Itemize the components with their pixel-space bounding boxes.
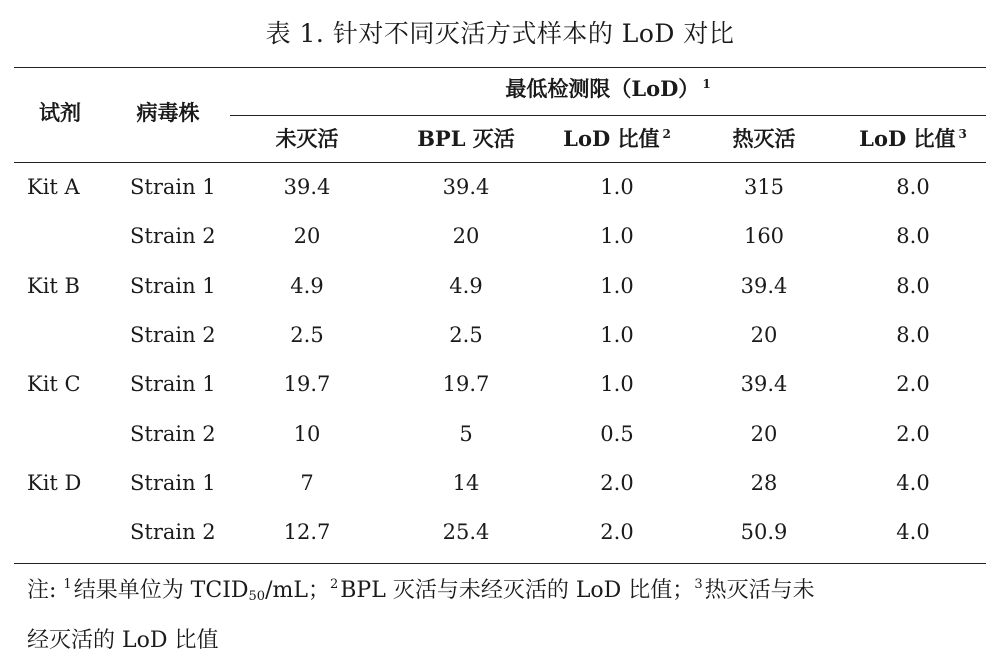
ratio-bpl-cell: 2.0 bbox=[600, 471, 634, 495]
heat-cell: 39.4 bbox=[740, 372, 788, 396]
kit-cell: Kit B bbox=[27, 274, 80, 298]
header-rule bbox=[14, 162, 986, 163]
uninactivated-cell: 12.7 bbox=[283, 520, 331, 544]
ratio-bpl-cell: 2.0 bbox=[600, 520, 634, 544]
strain-cell: Strain 2 bbox=[130, 422, 216, 446]
kit-cell: Kit A bbox=[27, 175, 80, 199]
strain-cell: Strain 1 bbox=[130, 274, 216, 298]
header-bpl: BPL 灭活 bbox=[417, 126, 515, 151]
uninactivated-cell: 2.5 bbox=[290, 323, 324, 347]
uninactivated-cell: 19.7 bbox=[283, 372, 331, 396]
uninactivated-cell: 10 bbox=[293, 422, 321, 446]
bpl-cell: 5 bbox=[459, 422, 473, 446]
ratio-heat-cell: 4.0 bbox=[896, 471, 930, 495]
group-rule bbox=[230, 115, 986, 116]
bottom-rule bbox=[14, 563, 986, 564]
heat-cell: 20 bbox=[750, 422, 778, 446]
top-rule bbox=[14, 67, 986, 68]
ratio-bpl-cell: 1.0 bbox=[600, 175, 634, 199]
uninactivated-cell: 4.9 bbox=[290, 274, 324, 298]
ratio-heat-cell: 2.0 bbox=[896, 372, 930, 396]
ratio-heat-cell: 4.0 bbox=[896, 520, 930, 544]
ratio-heat-cell: 8.0 bbox=[896, 224, 930, 248]
kit-cell: Kit C bbox=[27, 372, 81, 396]
header-ratio-heat: LoD 比值 $^3$ bbox=[859, 126, 967, 151]
kit-cell: Kit D bbox=[27, 471, 82, 495]
bpl-cell: 4.9 bbox=[449, 274, 483, 298]
strain-cell: Strain 1 bbox=[130, 471, 216, 495]
uninactivated-cell: 7 bbox=[300, 471, 314, 495]
header-heat: 热灭活 bbox=[732, 126, 796, 151]
heat-cell: 160 bbox=[743, 224, 785, 248]
strain-cell: Strain 1 bbox=[130, 372, 216, 396]
heat-cell: 28 bbox=[750, 471, 778, 495]
bpl-cell: 25.4 bbox=[442, 520, 490, 544]
header-uninactivated: 未灭活 bbox=[275, 126, 339, 151]
header-ratio-bpl: LoD 比值 $^2$ bbox=[563, 126, 671, 151]
ratio-bpl-cell: 1.0 bbox=[600, 372, 634, 396]
ratio-heat-cell: 2.0 bbox=[896, 422, 930, 446]
bpl-cell: 20 bbox=[452, 224, 480, 248]
header-reagent: 试剂 bbox=[39, 100, 81, 125]
bpl-cell: 2.5 bbox=[449, 323, 483, 347]
heat-cell: 315 bbox=[743, 175, 785, 199]
table-footnote: 注: $^1$结果单位为 $TCID_{50}/mL$；$^2$BPL 灭活与未经灭活的 LoD 比值；$^3$热灭活与未 bbox=[27, 577, 815, 604]
ratio-heat-cell: 8.0 bbox=[896, 274, 930, 298]
uninactivated-cell: 20 bbox=[293, 224, 321, 248]
strain-cell: Strain 1 bbox=[130, 175, 216, 199]
header-strain: 病毒株 bbox=[136, 100, 200, 125]
strain-cell: Strain 2 bbox=[130, 323, 216, 347]
ratio-heat-cell: 8.0 bbox=[896, 175, 930, 199]
heat-cell: 20 bbox=[750, 323, 778, 347]
header-lod-group: 最低检测限（LoD） $^1$ bbox=[505, 76, 711, 101]
ratio-bpl-cell: 1.0 bbox=[600, 274, 634, 298]
ratio-bpl-cell: 1.0 bbox=[600, 323, 634, 347]
heat-cell: 50.9 bbox=[740, 520, 788, 544]
ratio-heat-cell: 8.0 bbox=[896, 323, 930, 347]
heat-cell: 39.4 bbox=[740, 274, 788, 298]
table-footnote-continued: 经灭活的 LoD 比值 bbox=[27, 628, 219, 653]
bpl-cell: 19.7 bbox=[442, 372, 490, 396]
ratio-bpl-cell: 0.5 bbox=[600, 422, 634, 446]
strain-cell: Strain 2 bbox=[130, 520, 216, 544]
strain-cell: Strain 2 bbox=[130, 224, 216, 248]
bpl-cell: 14 bbox=[452, 471, 480, 495]
table-title: 表 1. 针对不同灭活方式样本的 LoD 对比 bbox=[265, 19, 735, 48]
bpl-cell: 39.4 bbox=[442, 175, 490, 199]
uninactivated-cell: 39.4 bbox=[283, 175, 331, 199]
ratio-bpl-cell: 1.0 bbox=[600, 224, 634, 248]
